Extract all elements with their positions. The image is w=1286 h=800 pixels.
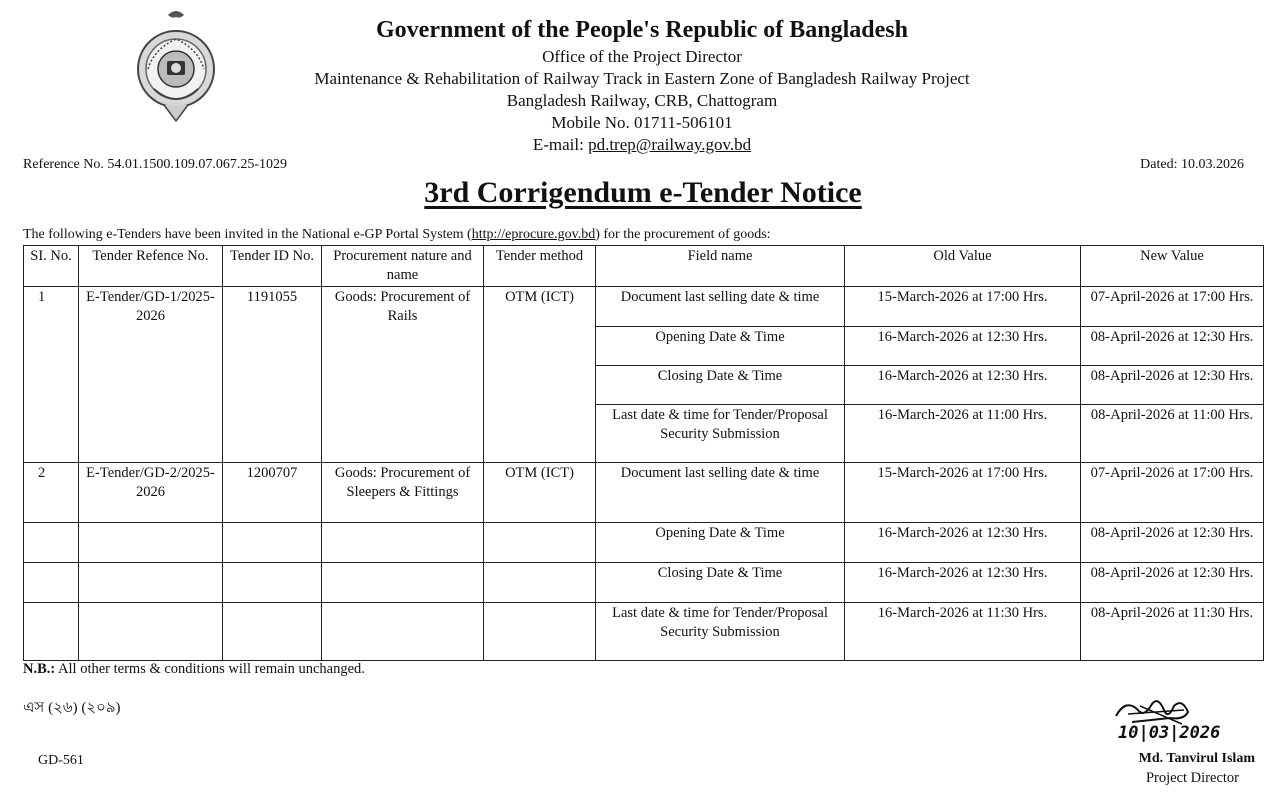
empty-cell — [24, 523, 79, 563]
table-header-row — [24, 246, 1264, 287]
empty-cell — [484, 603, 596, 661]
col-method: Tender method — [484, 246, 596, 287]
office-address: Bangladesh Railway, CRB, Chattogram — [506, 91, 778, 110]
email-line — [230, 134, 1054, 156]
government-title: Government of the People's Republic of Bangladesh — [376, 17, 908, 43]
intro-before: The following e-Tenders have been invited in the National e-GP Portal System ( — [23, 227, 472, 242]
old-value: 16-March-2026 at 12:30 Hrs. — [845, 327, 1081, 366]
empty-cell — [322, 603, 484, 661]
new-value: 07-April-2026 at 17:00 Hrs. — [1081, 463, 1264, 523]
eprocure-link[interactable]: http://eprocure.gov.bd — [471, 227, 596, 242]
old-value: 16-March-2026 at 12:30 Hrs. — [845, 523, 1081, 563]
empty-cell — [79, 603, 223, 661]
new-value: 08-April-2026 at 12:30 Hrs. — [1081, 523, 1264, 563]
table-row — [24, 463, 1264, 523]
table-row — [24, 287, 1264, 327]
empty-cell — [24, 563, 79, 603]
col-ref: Tender Refence No. — [79, 246, 223, 287]
field-name: Document last selling date & time — [596, 287, 845, 327]
new-value: 08-April-2026 at 11:00 Hrs. — [1081, 405, 1264, 463]
nb-note — [23, 661, 365, 678]
empty-cell — [79, 523, 223, 563]
field-name: Last date & time for Tender/Proposal Security Submission — [596, 603, 845, 661]
tender1-sl: 1 — [24, 287, 79, 463]
email-link[interactable]: pd.trep@railway.gov.bd — [588, 135, 752, 154]
tender2-id: 1200707 — [223, 463, 322, 523]
reference-number: Reference No. 54.01.1500.109.07.067.25-1029 — [23, 157, 288, 172]
new-value — [1081, 366, 1264, 405]
dated: Dated: 10.03.2026 — [1140, 157, 1244, 172]
empty-cell — [322, 563, 484, 603]
col-nature: Procurement nature and name — [322, 246, 484, 287]
table-row — [24, 523, 1264, 563]
tender-table — [23, 245, 1264, 661]
letterhead — [230, 14, 1054, 156]
old-value: 15-March-2026 at 17:00 Hrs. — [845, 287, 1081, 327]
tender2-method: OTM (ICT) — [484, 463, 596, 523]
tender2-nature: Goods: Procurement of Sleepers & Fittings — [322, 463, 484, 523]
memo-number: এস (২৬) (২০৯) — [23, 700, 121, 716]
col-field: Field name — [596, 246, 845, 287]
field-name: Opening Date & Time — [596, 523, 845, 563]
intro-text — [23, 227, 771, 243]
old-value: 15-March-2026 at 17:00 Hrs. — [845, 463, 1081, 523]
office-name: Office of the Project Director — [542, 47, 742, 66]
signatory-name: Md. Tanvirul Islam — [1138, 751, 1255, 766]
tender2-ref: E-Tender/GD-2/2025-2026 — [79, 463, 223, 523]
field-name: Last date & time for Tender/Proposal Security Submission — [596, 405, 845, 463]
mobile-number: Mobile No. 01711-506101 — [551, 113, 733, 132]
signatory-title: Project Director — [1145, 770, 1239, 786]
old-value: 16-March-2026 at 11:30 Hrs. — [845, 603, 1081, 661]
signature-image — [1112, 694, 1262, 742]
notice-title: 3rd Corrigendum e-Tender Notice — [424, 176, 862, 209]
tender1-id: 1191055 — [223, 287, 322, 463]
col-sl: SI. No. — [24, 246, 79, 287]
new-value: 07-April-2026 at 17:00 Hrs. — [1081, 287, 1264, 327]
old-value-text: 16-March-2026 at 12:30 Hrs. — [877, 368, 1048, 384]
empty-cell — [322, 523, 484, 563]
project-name: Maintenance & Rehabilitation of Railway Track in Eastern Zone of Bangladesh Railway Project — [314, 69, 970, 88]
intro-after: ) for the procurement of goods: — [595, 227, 771, 242]
col-new: New Value — [1081, 246, 1264, 287]
field-name: Closing Date & Time — [596, 366, 845, 405]
email-label: E-mail: — [532, 135, 589, 154]
new-value-text: 08-April-2026 at 12:30 Hrs. — [1090, 368, 1254, 384]
nb-text: All other terms & conditions will remain unchanged. — [55, 661, 365, 677]
old-value: 16-March-2026 at 11:00 Hrs. — [845, 405, 1081, 463]
new-value: 08-April-2026 at 11:30 Hrs. — [1081, 603, 1264, 661]
field-name: Document last selling date & time — [596, 463, 845, 523]
field-name: Opening Date & Time — [596, 327, 845, 366]
old-value — [845, 366, 1081, 405]
empty-cell — [223, 563, 322, 603]
tender2-sl: 2 — [24, 463, 79, 523]
empty-cell — [79, 563, 223, 603]
col-old: Old Value — [845, 246, 1081, 287]
empty-cell — [484, 563, 596, 603]
field-name: Closing Date & Time — [596, 563, 845, 603]
nb-label: N.B.: — [23, 661, 56, 677]
table-row — [24, 563, 1264, 603]
gd-number: GD-561 — [38, 753, 84, 768]
empty-cell — [223, 523, 322, 563]
col-id: Tender ID No. — [223, 246, 322, 287]
new-value: 08-April-2026 at 12:30 Hrs. — [1081, 563, 1264, 603]
tender1-ref: E-Tender/GD-1/2025-2026 — [79, 287, 223, 463]
new-value: 08-April-2026 at 12:30 Hrs. — [1081, 327, 1264, 366]
table-row — [24, 603, 1264, 661]
tender1-method: OTM (ICT) — [484, 287, 596, 463]
bangladesh-railway-emblem-logo — [134, 9, 218, 125]
tender1-nature: Goods: Procurement of Rails — [322, 287, 484, 463]
empty-cell — [24, 603, 79, 661]
old-value: 16-March-2026 at 12:30 Hrs. — [845, 563, 1081, 603]
signature-date: 10|03|2026 — [1118, 723, 1221, 742]
empty-cell — [484, 523, 596, 563]
empty-cell — [223, 603, 322, 661]
